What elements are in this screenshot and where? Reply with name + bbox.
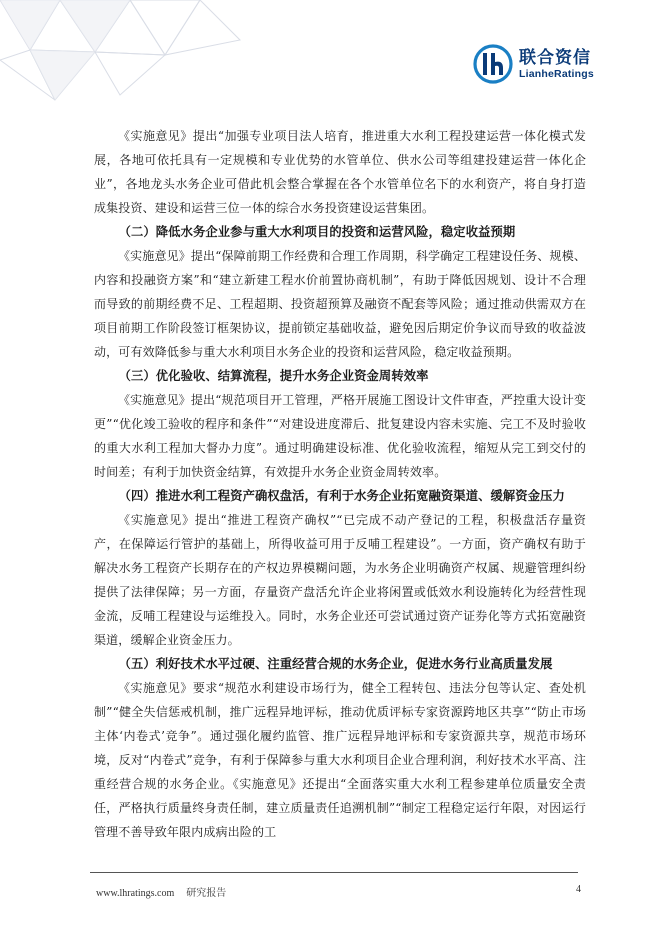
- footer-report-label: 研究报告: [186, 888, 227, 899]
- body-paragraph: 《实施意见》提出“规范项目开工管理，严格开展施工图设计文件审查，严控重大设计变更”“优化竣工验收的程序和条件”“对建设进度滞后、批复建设内容未实施、完工不及时验收的重大水利工程加大督办力度”。通过明确建设标准、优化验收流程，缩短从完工到交付的时间差；有利于加快资金结算，有效提升水务企业资金周转效率。: [94, 393, 586, 479]
- logo-en-text: LianheRatings: [519, 67, 594, 80]
- brand-logo: [473, 40, 594, 88]
- report-body: [94, 124, 586, 844]
- header-decoration: [0, 0, 260, 110]
- logo-cn-text: 联合资信: [519, 47, 591, 68]
- footer-site-link[interactable]: www.lhratings.com: [96, 888, 175, 899]
- lianhe-logo-icon: [473, 44, 513, 84]
- body-paragraph: 《实施意见》提出“推进工程资产确权”“已完成不动产登记的工程，积极盘活存量资产，在保障运行管护的基础上，所得收益可用于反哺工程建设”。一方面，资产确权有助于解决水务工程资产长期存在的产权边界模糊问题，为水务企业明确资产权属、规避管理纠纷提供了法律保障；另一方面，存量资产盘活允许企业将闲置或低效水利设施转化为经营性现金流，反哺工程建设与运维投入。同时，水务企业还可尝试通过资产证券化等方式拓宽融资渠道，缓解企业资金压力。: [94, 513, 586, 647]
- body-paragraph: 《实施意见》提出“加强专业项目法人培育，推进重大水利工程投建运营一体化模式发展，各地可依托具有一定规模和专业优势的水管单位、供水公司等组建投建运营一体化企业”，各地龙头水务企业可借此机会整合掌握在各个水管单位名下的水利资产，将自身打造成集投资、建设和运营三位一体的综合水务投资建设运营集团。: [94, 129, 586, 215]
- footer-divider: [90, 872, 578, 873]
- section-heading: （四）推进水利工程资产确权盘活，有利于水务企业拓宽融资渠道、缓解资金压力: [118, 489, 565, 503]
- body-paragraph: 《实施意见》提出“保障前期工作经费和合理工作周期，科学确定工程建设任务、规模、内容和投融资方案”和“建立新建工程水价前置协商机制”，有助于降低因规划、设计不合理而导致的前期经费不足、工程超期、投资超预算及融资不配套等风险；通过推动供需双方在项目前期工作阶段签订框架协议，提前锁定基础收益，避免因后期定价争议而导致的收益波动，可有效降低参与重大水利项目水务企业的投资和运营风险，稳定收益预期。: [94, 249, 586, 359]
- footer-info: [96, 884, 226, 899]
- section-heading: （二）降低水务企业参与重大水利项目的投资和运营风险，稳定收益预期: [118, 225, 516, 239]
- page-number: 4: [576, 884, 581, 895]
- section-heading: （五）利好技术水平过硬、注重经营合规的水务企业，促进水务行业高质量发展: [118, 657, 553, 671]
- body-paragraph: 《实施意见》要求“规范水利建设市场行为，健全工程转包、违法分包等认定、查处机制”“健全失信惩戒机制，推广远程异地评标，推动优质评标专家资源跨地区共享”“防止市场主体‘内卷式’竞争”。通过强化履约监管、推广远程异地评标和专家资源共享，规范市场环境，反对“内卷式”竞争，有利于保障参与重大水利项目企业合理利润，利好技术水平高、注重经营合规的水务企业。《实施意见》还提出“全面落实重大水利工程参建单位质量安全责任，严格执行质量终身责任制，建立质量责任追溯机制”“制定工程稳定运行年限，对因运行管理不善导致年限内成病出险的工: [94, 681, 586, 839]
- section-heading: （三）优化验收、结算流程，提升水务企业资金周转效率: [118, 369, 429, 383]
